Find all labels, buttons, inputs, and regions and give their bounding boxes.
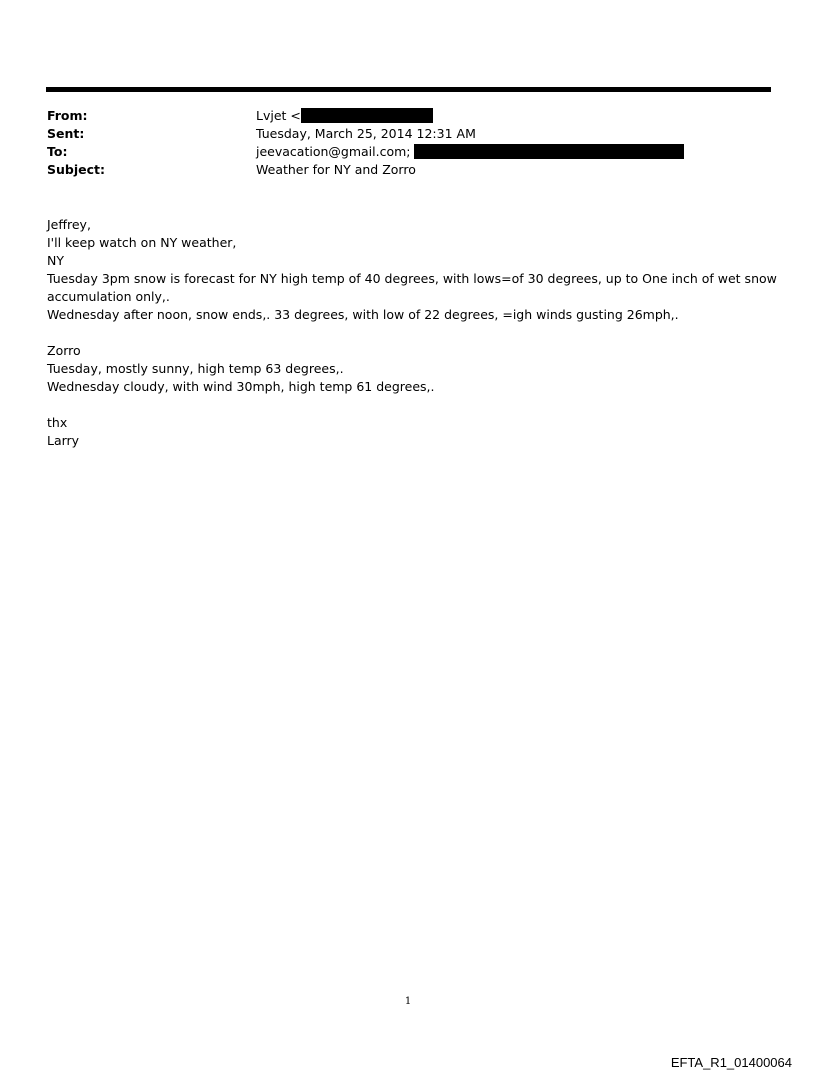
to-row (47, 143, 747, 161)
email-body (47, 216, 777, 450)
subject-row (47, 161, 747, 179)
redaction-box (301, 108, 433, 123)
body-line: Zorro (47, 343, 81, 358)
body-line: Wednesday after noon, snow ends,. 33 degrees, with low of 22 degrees, =igh winds gusting 26mph,. (47, 307, 679, 322)
paragraph-gap (47, 324, 777, 342)
from-sender: Lvjet < (256, 108, 301, 123)
body-line: Tuesday, mostly sunny, high temp 63 degrees,. (47, 361, 344, 376)
document-id: EFTA_R1_01400064 (670, 1055, 792, 1070)
page-number: 1 (404, 996, 412, 1007)
from-row (47, 107, 747, 125)
header-rule (46, 87, 771, 92)
paragraph-gap (47, 396, 777, 414)
sent-label: Sent: (47, 126, 85, 141)
from-value (256, 107, 433, 125)
body-line: I'll keep watch on NY weather, (47, 235, 237, 250)
from-label: From: (47, 108, 88, 123)
sent-row (47, 125, 747, 143)
body-line: Jeffrey, (47, 217, 91, 232)
body-line: NY (47, 253, 64, 268)
to-address: jeevacation@gmail.com; (256, 144, 411, 159)
redaction-box (414, 144, 684, 159)
subject-label: Subject: (47, 162, 105, 177)
body-line: Tuesday 3pm snow is forecast for NY high temp of 40 degrees, with lows=of 30 degrees, up to One inch of wet snow accumulation only,. (47, 271, 777, 304)
body-line: thx (47, 415, 68, 430)
sent-value: Tuesday, March 25, 2014 12:31 AM (256, 126, 476, 141)
subject-value: Weather for NY and Zorro (256, 162, 416, 177)
to-value (256, 143, 684, 161)
body-line: Wednesday cloudy, with wind 30mph, high temp 61 degrees,. (47, 379, 435, 394)
body-line: Larry (47, 433, 80, 448)
to-label: To: (47, 144, 68, 159)
